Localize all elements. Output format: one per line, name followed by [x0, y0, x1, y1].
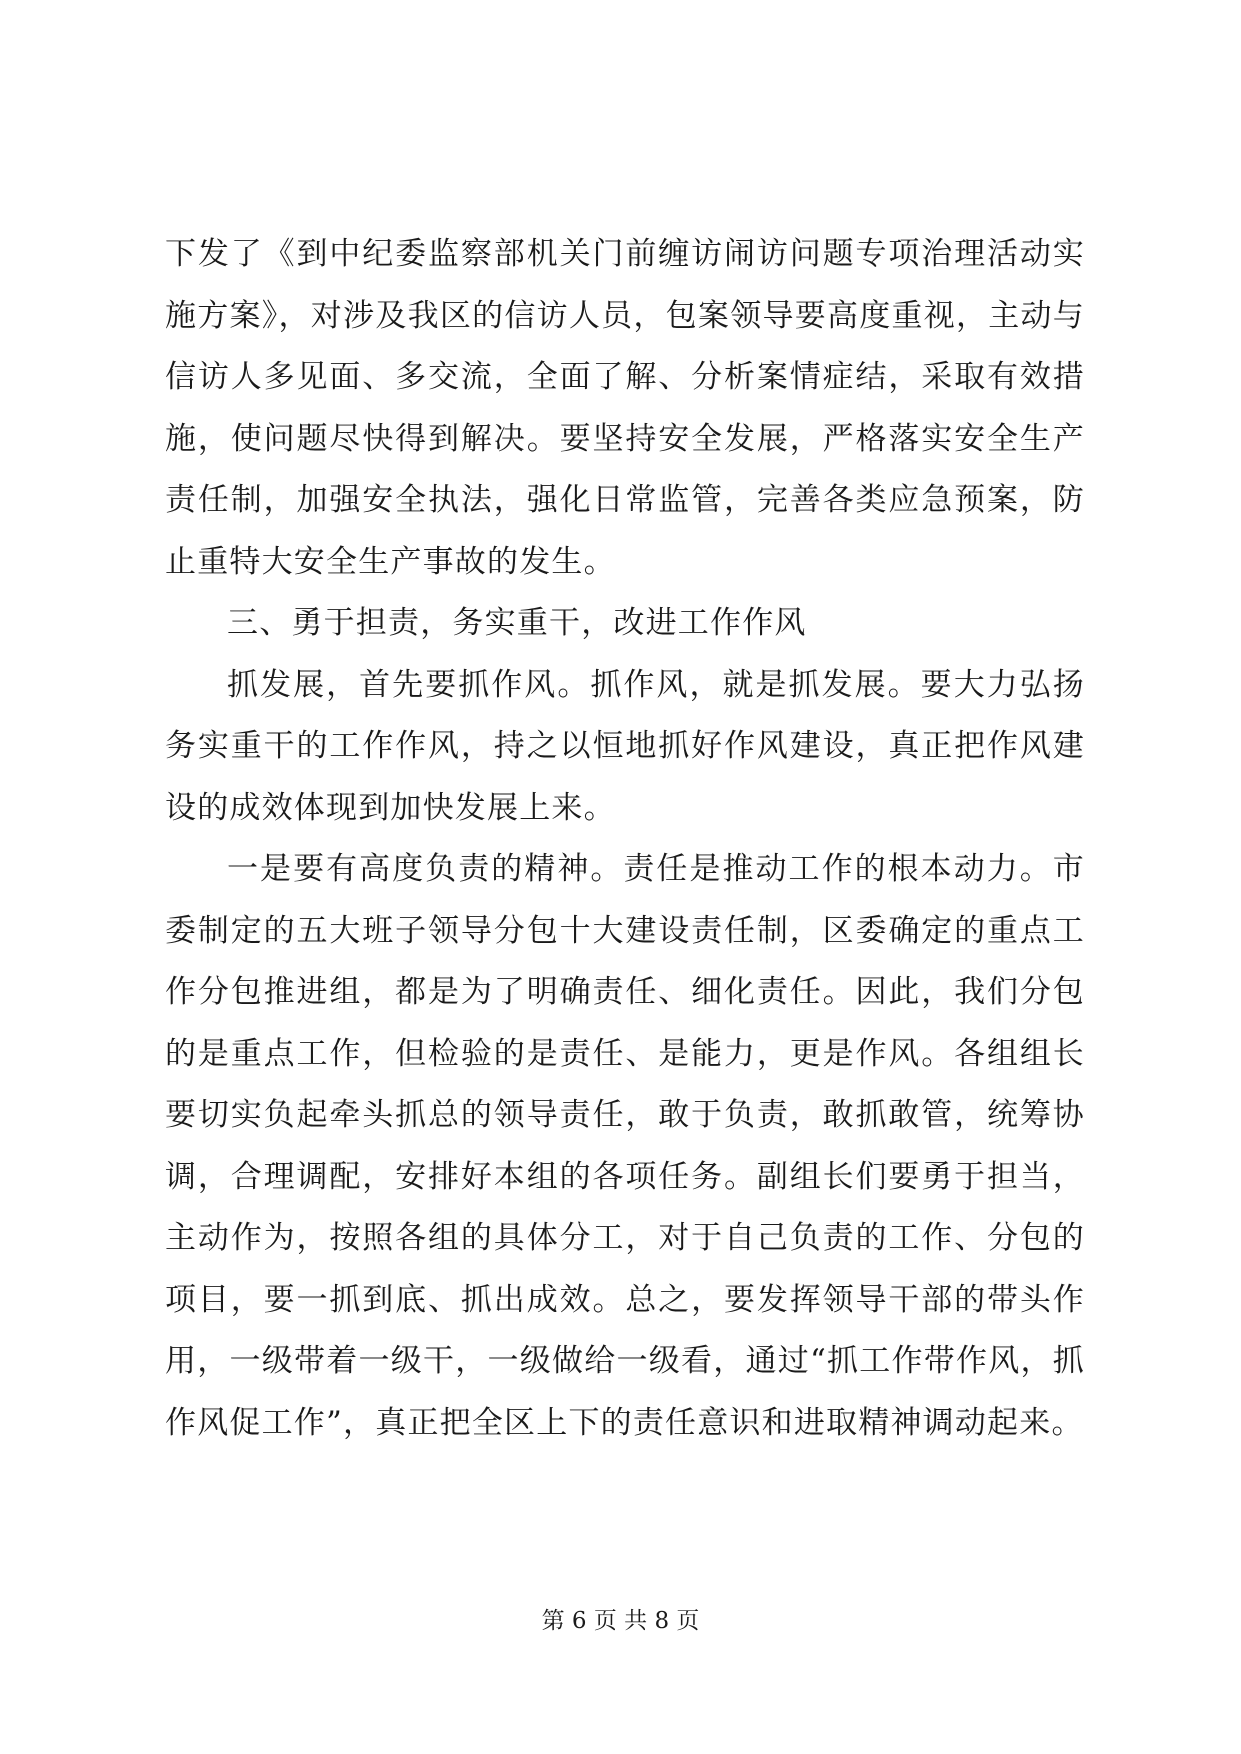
section-heading: 三、勇于担责，务实重干，改进工作作风	[227, 605, 807, 641]
document-body	[165, 224, 1085, 1454]
page-number-footer: 第 6 页 共 8 页	[541, 1608, 700, 1634]
paragraph: 抓发展，首先要抓作风。抓作风，就是抓发展。要大力弘扬务实重干的工作作风，持之以恒地抓好作风建设，真正把作风建设的成效体现到加快发展上来。	[165, 666, 1085, 826]
paragraph-continuation: 下发了《到中纪委监察部机关门前缠访闹访问题专项治理活动实施方案》，对涉及我区的信访人员，包案领导要高度重视，主动与信访人多见面、多交流，全面了解、分析案情症结，采取有效措施，使问题尽快得到解决。要坚持安全发展，严格落实安全生产责任制，加强安全执法，强化日常监管，完善各类应急预案，防止重特大安全生产事故的发生。	[165, 236, 1085, 580]
paragraph: 一是要有高度负责的精神。责任是推动工作的根本动力。市委制定的五大班子领导分包十大建设责任制，区委确定的重点工作分包推进组，都是为了明确责任、细化责任。因此，我们分包的是重点工作，但检验的是责任、是能力，更是作风。各组组长要切实负起牵头抓总的领导责任，敢于负责，敢抓敢管，统筹协调，合理调配，安排好本组的各项任务。副组长们要勇于担当，主动作为，按照各组的具体分工，对于自己负责的工作、分包的项目，要一抓到底、抓出成效。总之，要发挥领导干部的带头作用，一级带着一级干，一级做给一级看，通过“抓工作带作风，抓作风促工作”，真正把全区上下的责任意识和进取精神调动起来。	[165, 851, 1085, 1441]
